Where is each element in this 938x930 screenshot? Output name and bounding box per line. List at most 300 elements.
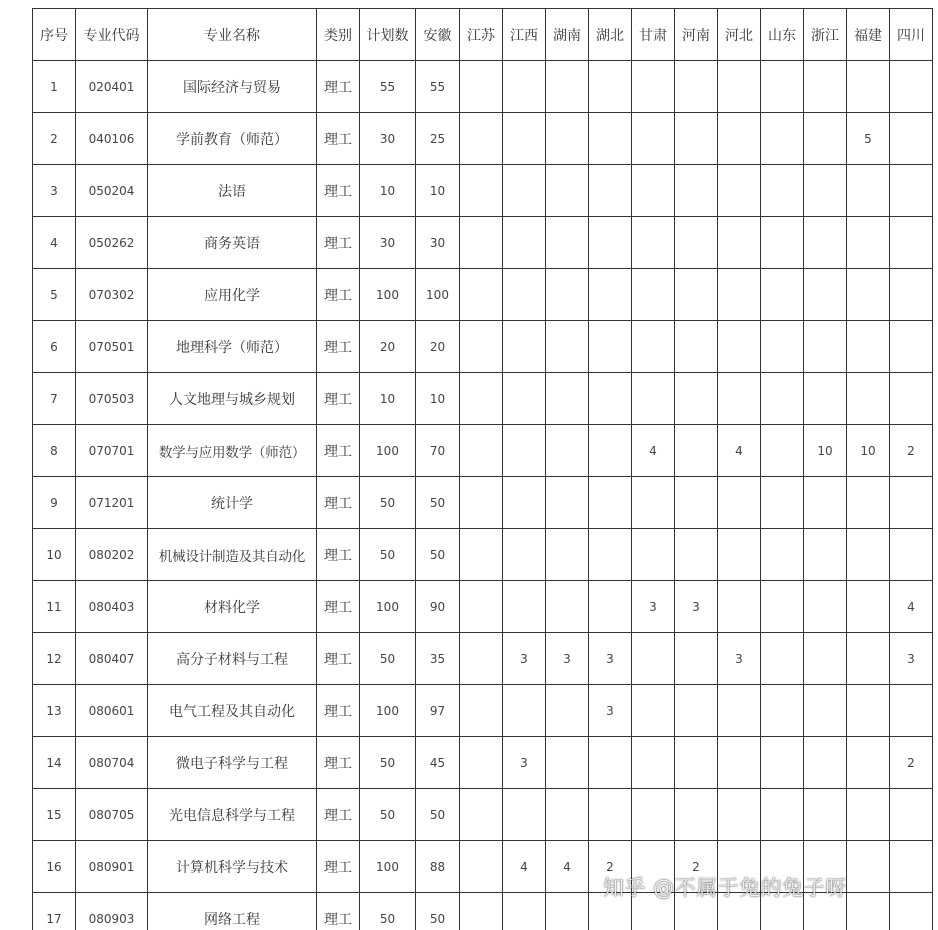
cell-col-gansu: 3 bbox=[632, 581, 675, 633]
cell-col-hunan bbox=[546, 737, 589, 789]
table-row bbox=[33, 633, 933, 685]
cell-col-jiangsu bbox=[460, 373, 503, 425]
cell-col-henan bbox=[675, 113, 718, 165]
cell-col-major-name: 网络工程 bbox=[148, 893, 317, 930]
cell-col-gansu bbox=[632, 789, 675, 841]
cell-col-hunan: 3 bbox=[546, 633, 589, 685]
cell-col-henan bbox=[675, 633, 718, 685]
cell-col-zhejiang bbox=[804, 373, 847, 425]
cell-col-index: 9 bbox=[33, 477, 76, 529]
cell-col-zhejiang bbox=[804, 685, 847, 737]
cell-col-jiangxi bbox=[503, 217, 546, 269]
cell-col-anhui: 25 bbox=[416, 113, 460, 165]
cell-col-jiangsu bbox=[460, 893, 503, 930]
cell-col-zhejiang bbox=[804, 477, 847, 529]
cell-col-jiangsu bbox=[460, 841, 503, 893]
table-header bbox=[33, 9, 933, 61]
cell-col-code: 070701 bbox=[76, 425, 148, 477]
cell-col-gansu bbox=[632, 633, 675, 685]
cell-col-major-name: 统计学 bbox=[148, 477, 317, 529]
cell-col-major-name: 高分子材料与工程 bbox=[148, 633, 317, 685]
cell-col-hunan bbox=[546, 789, 589, 841]
cell-col-gansu: 4 bbox=[632, 425, 675, 477]
cell-col-gansu bbox=[632, 685, 675, 737]
cell-col-jiangsu bbox=[460, 477, 503, 529]
cell-col-code: 080407 bbox=[76, 633, 148, 685]
cell-col-major-name: 商务英语 bbox=[148, 217, 317, 269]
cell-col-index: 3 bbox=[33, 165, 76, 217]
cell-col-hunan bbox=[546, 61, 589, 113]
cell-col-henan bbox=[675, 737, 718, 789]
cell-col-category: 理工 bbox=[317, 789, 360, 841]
cell-col-major-name: 材料化学 bbox=[148, 581, 317, 633]
cell-col-sichuan bbox=[890, 269, 933, 321]
cell-col-hebei bbox=[718, 789, 761, 841]
cell-col-hebei bbox=[718, 477, 761, 529]
cell-col-jiangxi bbox=[503, 789, 546, 841]
cell-col-fujian bbox=[847, 893, 890, 930]
cell-col-code: 080901 bbox=[76, 841, 148, 893]
cell-col-hebei bbox=[718, 217, 761, 269]
cell-col-hebei bbox=[718, 269, 761, 321]
cell-col-shandong bbox=[761, 633, 804, 685]
cell-col-henan bbox=[675, 269, 718, 321]
cell-col-index: 13 bbox=[33, 685, 76, 737]
cell-col-gansu bbox=[632, 113, 675, 165]
cell-col-code: 070503 bbox=[76, 373, 148, 425]
cell-col-anhui: 45 bbox=[416, 737, 460, 789]
cell-col-jiangxi bbox=[503, 61, 546, 113]
cell-col-jiangxi bbox=[503, 113, 546, 165]
cell-col-sichuan bbox=[890, 789, 933, 841]
cell-col-gansu bbox=[632, 529, 675, 581]
cell-col-hebei bbox=[718, 61, 761, 113]
cell-col-shandong bbox=[761, 477, 804, 529]
cell-col-henan bbox=[675, 61, 718, 113]
cell-col-plan-count: 100 bbox=[360, 269, 416, 321]
cell-col-hebei bbox=[718, 737, 761, 789]
cell-col-sichuan: 3 bbox=[890, 633, 933, 685]
cell-col-shandong bbox=[761, 373, 804, 425]
cell-col-jiangxi bbox=[503, 373, 546, 425]
zhihu-watermark: 知乎 @不属于兔的兔子呀 bbox=[603, 876, 847, 900]
enrollment-plan-table-container bbox=[32, 8, 933, 930]
cell-col-anhui: 50 bbox=[416, 893, 460, 930]
cell-col-index: 16 bbox=[33, 841, 76, 893]
cell-col-anhui: 90 bbox=[416, 581, 460, 633]
cell-col-jiangsu bbox=[460, 61, 503, 113]
header-col-major-name: 专业名称 bbox=[148, 9, 317, 61]
table-row bbox=[33, 113, 933, 165]
table-row bbox=[33, 61, 933, 113]
cell-col-anhui: 10 bbox=[416, 165, 460, 217]
cell-col-anhui: 97 bbox=[416, 685, 460, 737]
cell-col-major-name: 国际经济与贸易 bbox=[148, 61, 317, 113]
cell-col-hunan bbox=[546, 269, 589, 321]
table-row bbox=[33, 165, 933, 217]
cell-col-code: 071201 bbox=[76, 477, 148, 529]
cell-col-shandong bbox=[761, 529, 804, 581]
cell-col-plan-count: 50 bbox=[360, 789, 416, 841]
cell-col-plan-count: 30 bbox=[360, 113, 416, 165]
cell-col-anhui: 50 bbox=[416, 477, 460, 529]
cell-col-zhejiang bbox=[804, 113, 847, 165]
cell-col-anhui: 10 bbox=[416, 373, 460, 425]
header-col-gansu: 甘肃 bbox=[632, 9, 675, 61]
cell-col-fujian bbox=[847, 737, 890, 789]
cell-col-category: 理工 bbox=[317, 841, 360, 893]
cell-col-hunan bbox=[546, 893, 589, 930]
cell-col-jiangsu bbox=[460, 789, 503, 841]
cell-col-major-name: 微电子科学与工程 bbox=[148, 737, 317, 789]
cell-col-jiangxi bbox=[503, 893, 546, 930]
cell-col-jiangxi bbox=[503, 269, 546, 321]
cell-col-category: 理工 bbox=[317, 425, 360, 477]
cell-col-henan: 2 bbox=[675, 841, 718, 893]
cell-col-hubei bbox=[589, 789, 632, 841]
header-col-shandong: 山东 bbox=[761, 9, 804, 61]
cell-col-hunan bbox=[546, 165, 589, 217]
cell-col-henan bbox=[675, 165, 718, 217]
cell-col-fujian bbox=[847, 61, 890, 113]
cell-col-jiangsu bbox=[460, 425, 503, 477]
cell-col-shandong bbox=[761, 113, 804, 165]
cell-col-index: 17 bbox=[33, 893, 76, 930]
cell-col-sichuan bbox=[890, 61, 933, 113]
cell-col-jiangsu bbox=[460, 633, 503, 685]
header-col-hunan: 湖南 bbox=[546, 9, 589, 61]
cell-col-hubei bbox=[589, 425, 632, 477]
table-row bbox=[33, 737, 933, 789]
cell-col-henan bbox=[675, 529, 718, 581]
cell-col-category: 理工 bbox=[317, 685, 360, 737]
cell-col-fujian bbox=[847, 581, 890, 633]
cell-col-anhui: 100 bbox=[416, 269, 460, 321]
cell-col-hubei: 3 bbox=[589, 685, 632, 737]
cell-col-category: 理工 bbox=[317, 581, 360, 633]
cell-col-anhui: 20 bbox=[416, 321, 460, 373]
cell-col-category: 理工 bbox=[317, 217, 360, 269]
cell-col-plan-count: 50 bbox=[360, 893, 416, 930]
cell-col-plan-count: 10 bbox=[360, 165, 416, 217]
cell-col-zhejiang bbox=[804, 737, 847, 789]
header-col-fujian: 福建 bbox=[847, 9, 890, 61]
cell-col-sichuan: 2 bbox=[890, 737, 933, 789]
cell-col-fujian: 5 bbox=[847, 113, 890, 165]
cell-col-zhejiang bbox=[804, 61, 847, 113]
cell-col-zhejiang bbox=[804, 217, 847, 269]
cell-col-index: 14 bbox=[33, 737, 76, 789]
cell-col-gansu bbox=[632, 165, 675, 217]
cell-col-shandong bbox=[761, 789, 804, 841]
cell-col-hunan bbox=[546, 529, 589, 581]
cell-col-major-name: 人文地理与城乡规划 bbox=[148, 373, 317, 425]
cell-col-index: 6 bbox=[33, 321, 76, 373]
cell-col-zhejiang bbox=[804, 633, 847, 685]
cell-col-index: 11 bbox=[33, 581, 76, 633]
cell-col-anhui: 70 bbox=[416, 425, 460, 477]
cell-col-anhui: 30 bbox=[416, 217, 460, 269]
cell-col-major-name: 地理科学（师范） bbox=[148, 321, 317, 373]
cell-col-plan-count: 100 bbox=[360, 685, 416, 737]
cell-col-major-name: 机械设计制造及其自动化 bbox=[148, 529, 317, 581]
cell-col-zhejiang bbox=[804, 789, 847, 841]
cell-col-henan bbox=[675, 217, 718, 269]
cell-col-jiangsu bbox=[460, 737, 503, 789]
cell-col-hubei: 3 bbox=[589, 633, 632, 685]
cell-col-fujian bbox=[847, 217, 890, 269]
cell-col-gansu bbox=[632, 61, 675, 113]
cell-col-index: 5 bbox=[33, 269, 76, 321]
cell-col-category: 理工 bbox=[317, 477, 360, 529]
cell-col-gansu bbox=[632, 269, 675, 321]
cell-col-hubei bbox=[589, 373, 632, 425]
cell-col-category: 理工 bbox=[317, 529, 360, 581]
cell-col-index: 15 bbox=[33, 789, 76, 841]
cell-col-shandong bbox=[761, 61, 804, 113]
cell-col-major-name: 法语 bbox=[148, 165, 317, 217]
table-row bbox=[33, 581, 933, 633]
header-col-sichuan: 四川 bbox=[890, 9, 933, 61]
cell-col-index: 10 bbox=[33, 529, 76, 581]
cell-col-code: 050204 bbox=[76, 165, 148, 217]
table-body bbox=[33, 61, 933, 930]
cell-col-gansu bbox=[632, 737, 675, 789]
table-row bbox=[33, 217, 933, 269]
table-row bbox=[33, 529, 933, 581]
cell-col-plan-count: 50 bbox=[360, 529, 416, 581]
cell-col-fujian bbox=[847, 321, 890, 373]
cell-col-anhui: 50 bbox=[416, 529, 460, 581]
cell-col-hubei: 2 bbox=[589, 841, 632, 893]
cell-col-jiangxi: 3 bbox=[503, 737, 546, 789]
cell-col-index: 1 bbox=[33, 61, 76, 113]
cell-col-sichuan bbox=[890, 165, 933, 217]
header-col-code: 专业代码 bbox=[76, 9, 148, 61]
cell-col-category: 理工 bbox=[317, 61, 360, 113]
header-col-jiangsu: 江苏 bbox=[460, 9, 503, 61]
cell-col-code: 080903 bbox=[76, 893, 148, 930]
cell-col-hubei bbox=[589, 477, 632, 529]
cell-col-major-name: 学前教育（师范） bbox=[148, 113, 317, 165]
cell-col-sichuan: 4 bbox=[890, 581, 933, 633]
cell-col-index: 8 bbox=[33, 425, 76, 477]
cell-col-jiangxi bbox=[503, 165, 546, 217]
cell-col-hubei bbox=[589, 269, 632, 321]
header-col-index: 序号 bbox=[33, 9, 76, 61]
cell-col-hunan bbox=[546, 113, 589, 165]
cell-col-shandong bbox=[761, 581, 804, 633]
cell-col-hebei bbox=[718, 685, 761, 737]
cell-col-hunan bbox=[546, 373, 589, 425]
cell-col-fujian bbox=[847, 165, 890, 217]
cell-col-hubei bbox=[589, 581, 632, 633]
table-row bbox=[33, 269, 933, 321]
cell-col-henan bbox=[675, 477, 718, 529]
cell-col-hunan bbox=[546, 581, 589, 633]
cell-col-sichuan bbox=[890, 477, 933, 529]
cell-col-code: 040106 bbox=[76, 113, 148, 165]
cell-col-henan bbox=[675, 425, 718, 477]
cell-col-code: 070302 bbox=[76, 269, 148, 321]
cell-col-jiangsu bbox=[460, 529, 503, 581]
cell-col-hebei bbox=[718, 373, 761, 425]
table-row bbox=[33, 321, 933, 373]
cell-col-code: 050262 bbox=[76, 217, 148, 269]
cell-col-anhui: 35 bbox=[416, 633, 460, 685]
cell-col-henan bbox=[675, 373, 718, 425]
cell-col-category: 理工 bbox=[317, 893, 360, 930]
cell-col-code: 080601 bbox=[76, 685, 148, 737]
cell-col-jiangsu bbox=[460, 581, 503, 633]
cell-col-index: 7 bbox=[33, 373, 76, 425]
cell-col-major-name: 电气工程及其自动化 bbox=[148, 685, 317, 737]
cell-col-plan-count: 100 bbox=[360, 581, 416, 633]
table-row bbox=[33, 425, 933, 477]
cell-col-henan: 3 bbox=[675, 581, 718, 633]
cell-col-jiangxi: 3 bbox=[503, 633, 546, 685]
cell-col-fujian bbox=[847, 841, 890, 893]
header-col-anhui: 安徽 bbox=[416, 9, 460, 61]
cell-col-zhejiang bbox=[804, 165, 847, 217]
cell-col-plan-count: 55 bbox=[360, 61, 416, 113]
cell-col-henan bbox=[675, 321, 718, 373]
header-row bbox=[33, 9, 933, 61]
cell-col-code: 020401 bbox=[76, 61, 148, 113]
cell-col-category: 理工 bbox=[317, 269, 360, 321]
cell-col-fujian bbox=[847, 633, 890, 685]
header-col-category: 类别 bbox=[317, 9, 360, 61]
cell-col-gansu bbox=[632, 373, 675, 425]
cell-col-fujian bbox=[847, 685, 890, 737]
cell-col-code: 070501 bbox=[76, 321, 148, 373]
cell-col-hunan bbox=[546, 321, 589, 373]
cell-col-fujian bbox=[847, 789, 890, 841]
cell-col-plan-count: 20 bbox=[360, 321, 416, 373]
cell-col-shandong bbox=[761, 165, 804, 217]
cell-col-code: 080705 bbox=[76, 789, 148, 841]
cell-col-hunan: 4 bbox=[546, 841, 589, 893]
cell-col-henan bbox=[675, 789, 718, 841]
cell-col-sichuan bbox=[890, 321, 933, 373]
table-row bbox=[33, 685, 933, 737]
cell-col-hubei bbox=[589, 113, 632, 165]
cell-col-hunan bbox=[546, 685, 589, 737]
cell-col-hubei bbox=[589, 529, 632, 581]
cell-col-plan-count: 10 bbox=[360, 373, 416, 425]
cell-col-jiangxi bbox=[503, 581, 546, 633]
table-row bbox=[33, 373, 933, 425]
cell-col-sichuan bbox=[890, 685, 933, 737]
cell-col-hebei: 4 bbox=[718, 425, 761, 477]
cell-col-shandong bbox=[761, 321, 804, 373]
cell-col-jiangsu bbox=[460, 217, 503, 269]
cell-col-major-name: 计算机科学与技术 bbox=[148, 841, 317, 893]
cell-col-jiangxi bbox=[503, 425, 546, 477]
cell-col-category: 理工 bbox=[317, 633, 360, 685]
cell-col-major-name: 应用化学 bbox=[148, 269, 317, 321]
cell-col-gansu bbox=[632, 217, 675, 269]
cell-col-category: 理工 bbox=[317, 737, 360, 789]
cell-col-fujian bbox=[847, 373, 890, 425]
cell-col-hebei bbox=[718, 529, 761, 581]
header-col-jiangxi: 江西 bbox=[503, 9, 546, 61]
cell-col-jiangxi bbox=[503, 477, 546, 529]
table-row bbox=[33, 477, 933, 529]
cell-col-index: 2 bbox=[33, 113, 76, 165]
cell-col-shandong bbox=[761, 217, 804, 269]
cell-col-zhejiang bbox=[804, 269, 847, 321]
header-col-hubei: 湖北 bbox=[589, 9, 632, 61]
cell-col-sichuan bbox=[890, 529, 933, 581]
cell-col-index: 12 bbox=[33, 633, 76, 685]
cell-col-jiangsu bbox=[460, 269, 503, 321]
cell-col-hebei: 3 bbox=[718, 633, 761, 685]
cell-col-anhui: 50 bbox=[416, 789, 460, 841]
cell-col-gansu bbox=[632, 321, 675, 373]
cell-col-sichuan bbox=[890, 841, 933, 893]
cell-col-hebei bbox=[718, 165, 761, 217]
cell-col-hubei bbox=[589, 165, 632, 217]
cell-col-sichuan: 2 bbox=[890, 425, 933, 477]
cell-col-sichuan bbox=[890, 373, 933, 425]
cell-col-major-name: 数学与应用数学（师范） bbox=[148, 425, 317, 477]
header-col-hebei: 河北 bbox=[718, 9, 761, 61]
cell-col-plan-count: 30 bbox=[360, 217, 416, 269]
cell-col-fujian bbox=[847, 477, 890, 529]
cell-col-code: 080403 bbox=[76, 581, 148, 633]
cell-col-hebei bbox=[718, 113, 761, 165]
cell-col-zhejiang bbox=[804, 529, 847, 581]
cell-col-jiangxi bbox=[503, 685, 546, 737]
cell-col-gansu bbox=[632, 477, 675, 529]
cell-col-plan-count: 50 bbox=[360, 737, 416, 789]
cell-col-fujian bbox=[847, 269, 890, 321]
cell-col-shandong bbox=[761, 685, 804, 737]
cell-col-jiangsu bbox=[460, 321, 503, 373]
cell-col-category: 理工 bbox=[317, 165, 360, 217]
cell-col-plan-count: 100 bbox=[360, 425, 416, 477]
cell-col-sichuan bbox=[890, 893, 933, 930]
cell-col-plan-count: 100 bbox=[360, 841, 416, 893]
cell-col-zhejiang bbox=[804, 321, 847, 373]
cell-col-sichuan bbox=[890, 217, 933, 269]
cell-col-hubei bbox=[589, 61, 632, 113]
header-col-henan: 河南 bbox=[675, 9, 718, 61]
cell-col-shandong bbox=[761, 737, 804, 789]
cell-col-anhui: 55 bbox=[416, 61, 460, 113]
cell-col-jiangxi: 4 bbox=[503, 841, 546, 893]
enrollment-plan-table bbox=[32, 8, 933, 930]
cell-col-plan-count: 50 bbox=[360, 633, 416, 685]
cell-col-code: 080202 bbox=[76, 529, 148, 581]
cell-col-sichuan bbox=[890, 113, 933, 165]
cell-col-jiangxi bbox=[503, 529, 546, 581]
cell-col-jiangsu bbox=[460, 113, 503, 165]
cell-col-zhejiang bbox=[804, 581, 847, 633]
cell-col-jiangsu bbox=[460, 165, 503, 217]
cell-col-category: 理工 bbox=[317, 113, 360, 165]
cell-col-index: 4 bbox=[33, 217, 76, 269]
cell-col-jiangsu bbox=[460, 685, 503, 737]
cell-col-fujian bbox=[847, 529, 890, 581]
cell-col-hunan bbox=[546, 425, 589, 477]
cell-col-hunan bbox=[546, 477, 589, 529]
cell-col-hebei bbox=[718, 581, 761, 633]
cell-col-hebei bbox=[718, 321, 761, 373]
cell-col-plan-count: 50 bbox=[360, 477, 416, 529]
cell-col-zhejiang: 10 bbox=[804, 425, 847, 477]
